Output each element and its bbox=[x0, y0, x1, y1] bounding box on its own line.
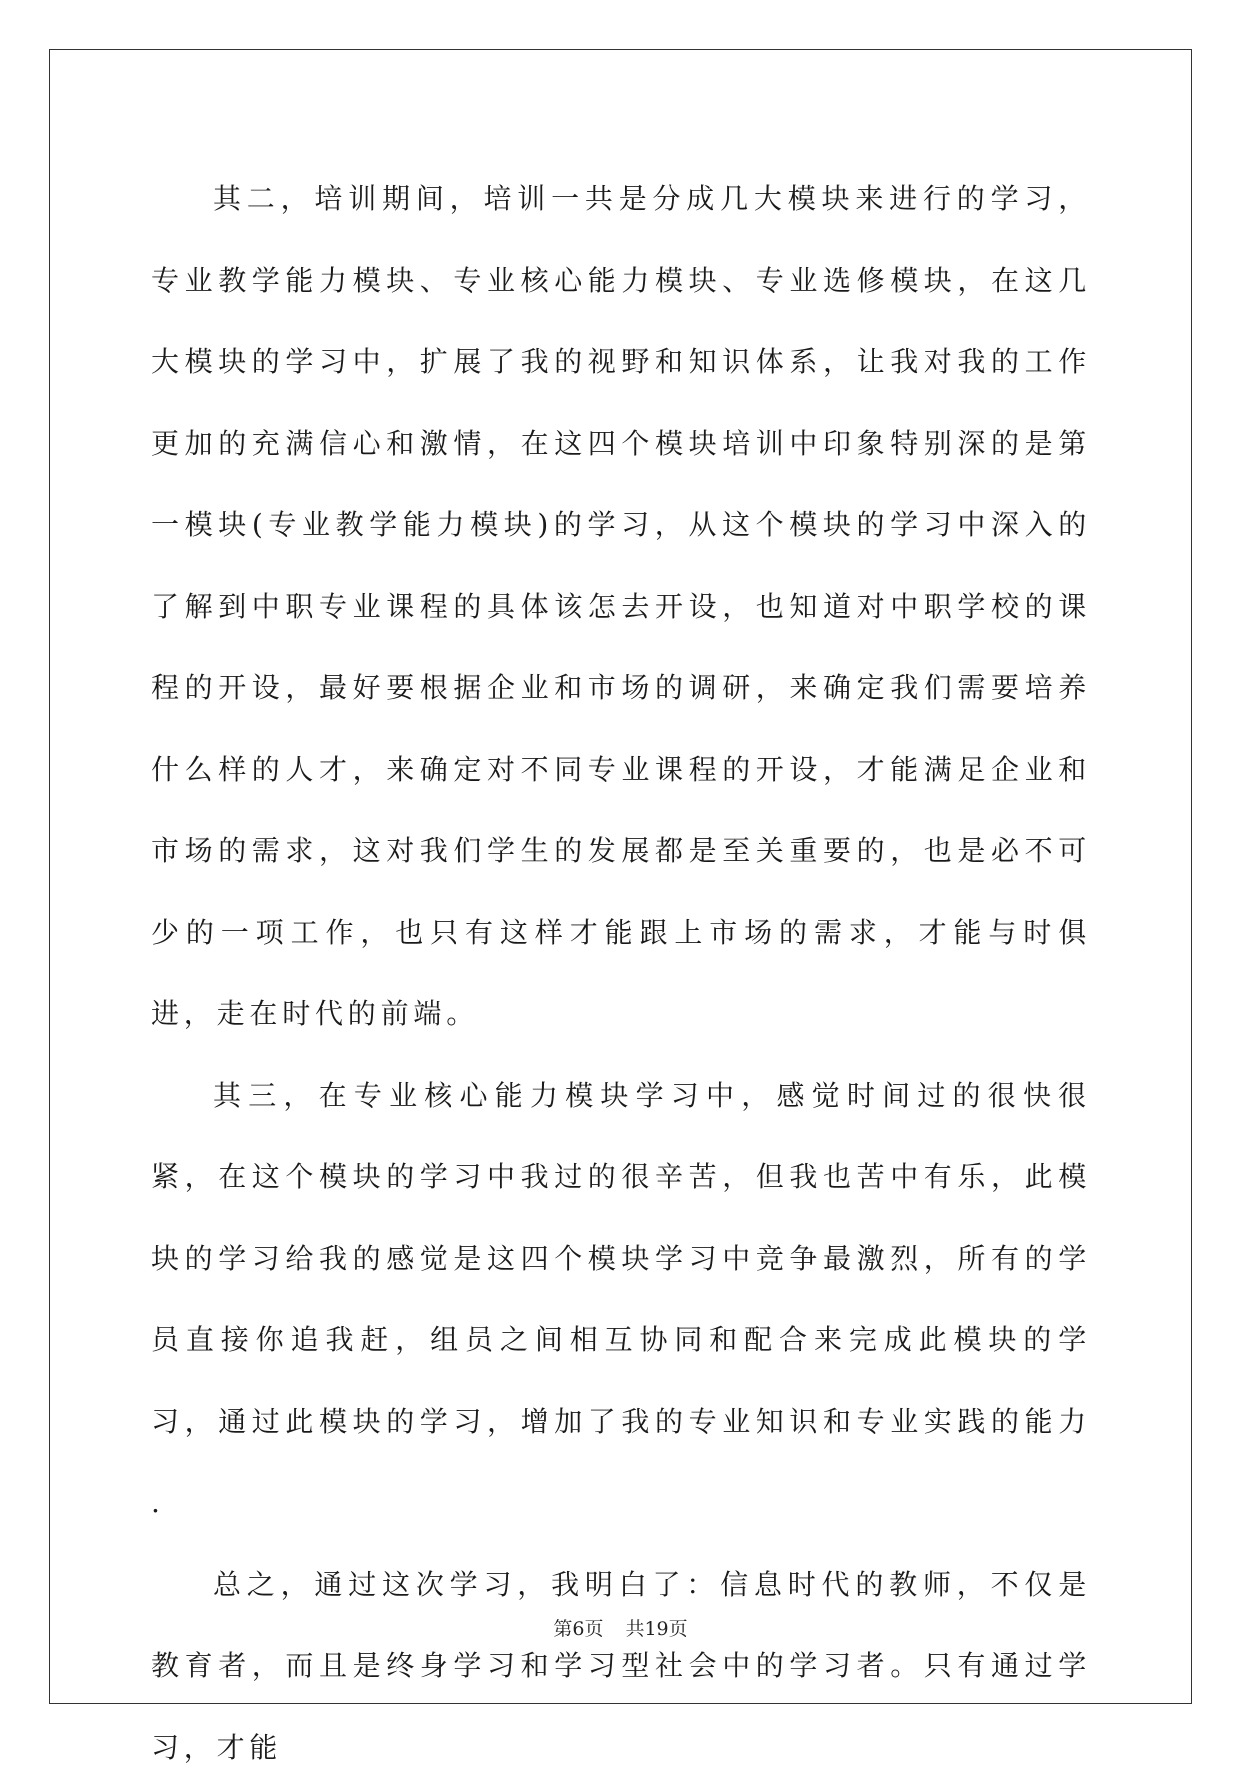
paragraph-conclusion: 总之，通过这次学习，我明白了：信息时代的教师，不仅是教育者，而且是终身学习和学习型社会中的学习者。只有通过学习，才能 bbox=[151, 1544, 1091, 1788]
current-page-number: 第6页 bbox=[553, 1614, 603, 1641]
total-page-count: 共19页 bbox=[625, 1614, 687, 1641]
paragraph-core-ability-module: 其三，在专业核心能力模块学习中，感觉时间过的很快很紧，在这个模块的学习中我过的很辛苦，但我也苦中有乐，此模块的学习给我的感觉是这四个模块学习中竞争最激烈，所有的学员直接你追我赶，组员之间相互协同和配合来完成此模块的学习，通过此模块的学习，增加了我的专业知识和专业实践的能力 . bbox=[151, 1055, 1091, 1544]
page-footer bbox=[0, 1614, 1241, 1641]
paragraph-training-modules: 其二，培训期间，培训一共是分成几大模块来进行的学习，专业教学能力模块、专业核心能力模块、专业选修模块，在这几大模块的学习中，扩展了我的视野和知识体系，让我对我的工作更加的充满信心和激情，在这四个模块培训中印象特别深的是第一模块(专业教学能力模块)的学习，从这个模块的学习中深入的了解到中职专业课程的具体该怎去开设，也知道对中职学校的课程的开设，最好要根据企业和市场的调研，来确定我们需要培养什么样的人才，来确定对不同专业课程的开设，才能满足企业和市场的需求，这对我们学生的发展都是至关重要的，也是必不可少的一项工作，也只有这样才能跟上市场的需求，才能与时俱进，走在时代的前端。 bbox=[151, 158, 1091, 1055]
document-body bbox=[151, 158, 1091, 1788]
